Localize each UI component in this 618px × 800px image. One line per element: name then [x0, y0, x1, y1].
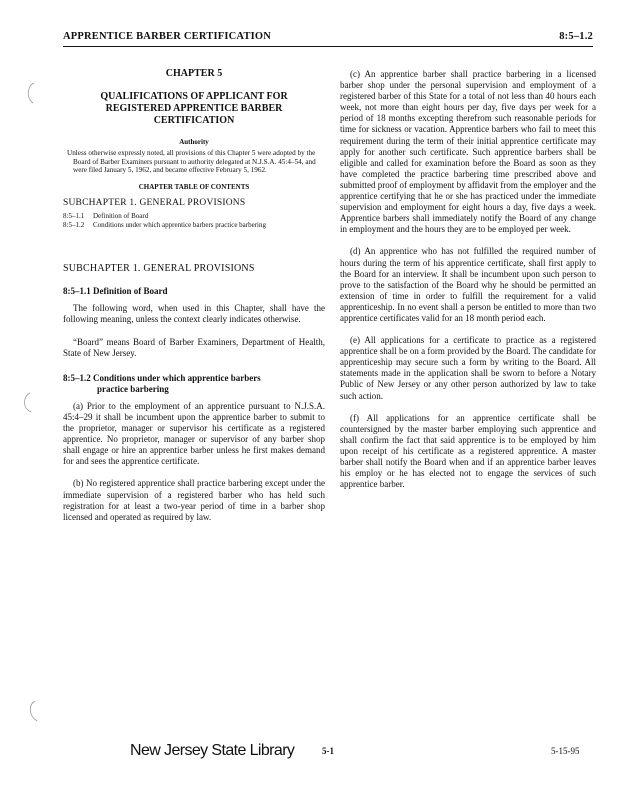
paragraph-e: (e) All applications for a certificate to practice as a registered apprentice shall be on a form provided by the Board. The candidate for apprenticeship may secure such a form by writing to the Board. All statements made in the application shall be sworn to before a Notary Public of New Jersey or any other person authorized by law to take such action. [340, 335, 596, 401]
left-column [63, 56, 325, 530]
binder-hole-mark [20, 392, 34, 414]
toc-subchapter: SUBCHAPTER 1. GENERAL PROVISIONS [63, 198, 246, 209]
binder-hole-mark [26, 700, 40, 722]
toc-item-text: Conditions under which apprentice barbers practice barbering [93, 220, 266, 229]
section-heading-1-1: 8:5–1.1 Definition of Board [63, 286, 168, 297]
toc-title: CHAPTER TABLE OF CONTENTS [138, 182, 250, 191]
binder-hole-mark [24, 82, 38, 104]
section-heading-1-2 [63, 373, 325, 395]
paragraph-f: (f) All applications for an apprentice certificate shall be countersigned by the master barber employing such apprentice and shall confirm the fact that said apprentice is to be employed by him upon receipt of his certificate as a registered apprentice. A master barber shall notify the Board when and if an apprentice barber leaves his employ or he has elected not to engage the services of such apprentice barber. [340, 412, 596, 490]
library-stamp: New Jersey State Library [130, 742, 295, 759]
authority-text: Unless otherwise expressly noted, all provisions of this Chapter 5 were adopted by the Board of Barber Examiners pursuant to authority delegated at N.J.S.A. 45:4–54, and were filed January 5, 1962, and became effective February 5, 1962. [67, 149, 316, 175]
right-column [340, 56, 596, 501]
authority-label: Authority [179, 138, 209, 147]
toc-item [63, 212, 325, 221]
revision-date: 5-15-95 [551, 746, 580, 756]
running-head-title: APPRENTICE BARBER CERTIFICATION [63, 31, 272, 42]
toc-item-text: Definition of Board [93, 212, 149, 221]
paragraph-d: (d) An apprentice who has not fulfilled the required number of hours during the term of his apprentice certificate, shall first apply to the Board for an interview. It shall be incumbent upon such person to prove to the satisfaction of the Board why he should be permitted an extension of time in order to fulfill the requirement for a valid apprenticeship. In no event shall a person be entitled to more than two apprentice certificates valid for an 18 month period each. [340, 246, 596, 323]
section-heading-1-2-line2: practice barbering [97, 383, 169, 394]
subchapter-heading: SUBCHAPTER 1. GENERAL PROVISIONS [63, 263, 255, 275]
page-number: 5-1 [322, 746, 334, 756]
toc-item-number: 8:5–1.1 [63, 212, 85, 221]
section-1-1-paragraph: The following word, when used in this Chapter, shall have the following meaning, unless the context clearly indicates otherwise. [63, 303, 325, 325]
board-definition: “Board” means Board of Barber Examiners, Department of Health, State of New Jersey. [63, 336, 325, 358]
paragraph-b: (b) No registered apprentice shall practice barbering except under the immediate supervision of a registered barber who has held such registration for at least a two-year period of time in a barber shop licensed and operated as required by law. [63, 478, 325, 522]
toc-item [63, 221, 325, 230]
toc-item-number: 8:5–1.2 [63, 220, 85, 229]
chapter-title: QUALIFICATIONS OF APPLICANT FOR REGISTERED APPRENTICE BARBER CERTIFICATION [100, 91, 288, 127]
running-head [63, 30, 593, 47]
page-footer [0, 742, 618, 772]
chapter-number: CHAPTER 5 [165, 68, 223, 79]
running-head-section: 8:5–1.2 [559, 31, 593, 42]
paragraph-a: (a) Prior to the employment of an apprentice pursuant to N.J.S.A. 45:4–29 it shall be incumbent upon the apprentice barber to submit to the proprietor, manager or supervisor his certificate as a registered apprentice. No proprietor, manager or supervisor of any barber shop shall engage or hire an apprentice barber unless he first makes demand for and sees the apprentice certificate. [63, 400, 325, 467]
paragraph-c: (c) An apprentice barber shall practice barbering in a licensed barber shop under the personal supervision and employment of a registered barber of this State for a total of not less than 40 hours each week, not more than eight hours per day, five days per week for a period of 18 months excepting therefrom such reasonable periods for time for sickness or vacation. Apprentice barbers who fail to meet this requirement during the term of their initial apprentice certificate may apply for another such certificate. Such apprentice barbers shall be eligible and called for examination before the Board as soon as they have completed the practice barbering time prescribed above and submitted proof of employment by affidavit from the employer and the apprentice certifying that he or she has practiced under the immediate supervision and employment for eight hours a day, five days a week. Apprentice barbers shall immediately notify the Board of any change in employment and the hours they are to be employed per week. [340, 69, 596, 235]
section-heading-1-2-line1: 8:5–1.2 Conditions under which apprentice barbers [63, 372, 261, 383]
